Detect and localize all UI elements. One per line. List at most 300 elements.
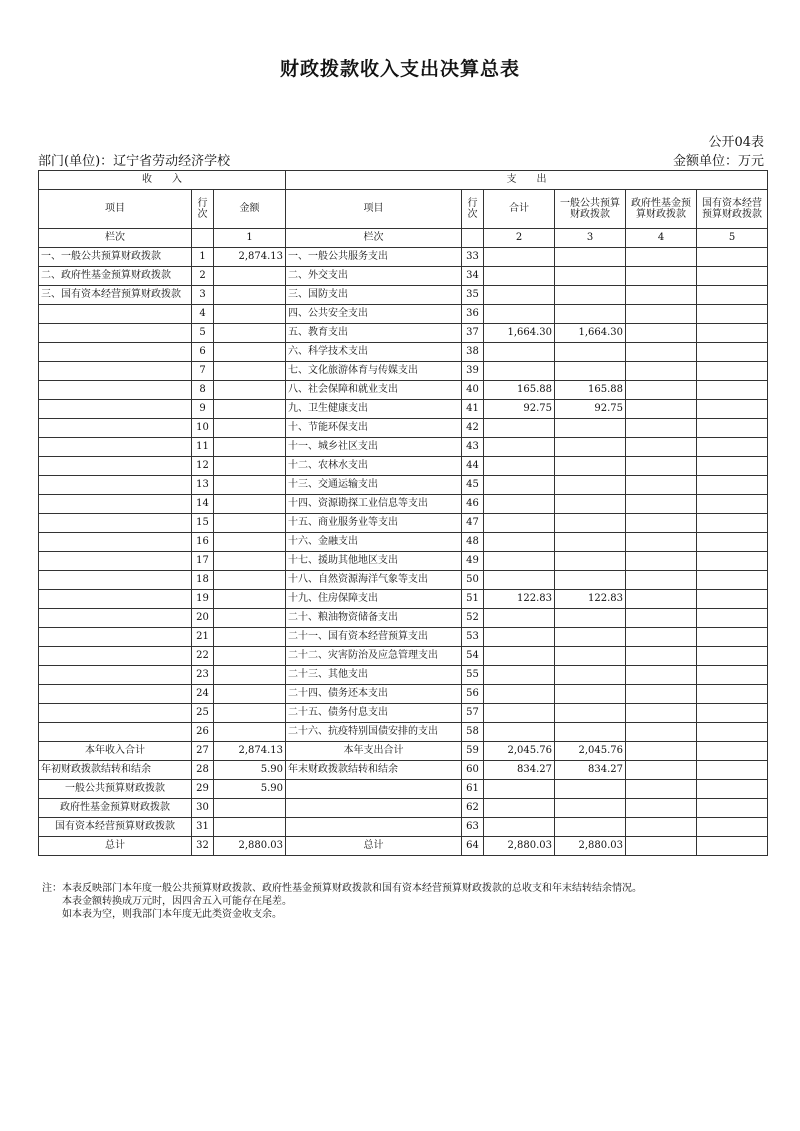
income-line-cell: 17 <box>192 552 214 571</box>
general-budget-cell <box>555 571 626 590</box>
header-row-column-numbers <box>39 229 768 248</box>
income-amount-cell <box>214 381 286 400</box>
total-cell: 2,045.76 <box>484 742 555 761</box>
footnote-line: 本表金额转换成万元时，因四舍五入可能存在尾差。 <box>42 896 292 907</box>
state-capital-cell <box>697 533 768 552</box>
expense-item-cell: 二十一、国有资本经营预算支出 <box>286 628 462 647</box>
general-budget-cell: 834.27 <box>555 761 626 780</box>
state-capital-cell <box>697 305 768 324</box>
general-budget-cell <box>555 704 626 723</box>
expense-line-cell: 58 <box>462 723 484 742</box>
expense-item-cell: 五、教育支出 <box>286 324 462 343</box>
income-amount-cell <box>214 571 286 590</box>
income-line-cell: 30 <box>192 799 214 818</box>
income-line-cell: 5 <box>192 324 214 343</box>
total-header: 合计 <box>484 190 555 229</box>
gov-fund-cell <box>626 495 697 514</box>
expense-item-cell: 二十五、债务付息支出 <box>286 704 462 723</box>
expense-line-cell: 52 <box>462 609 484 628</box>
income-line-cell: 6 <box>192 343 214 362</box>
income-amount-cell <box>214 552 286 571</box>
expense-line-cell: 41 <box>462 400 484 419</box>
general-budget-cell <box>555 818 626 837</box>
expense-line-cell: 33 <box>462 248 484 267</box>
state-capital-cell <box>697 267 768 286</box>
income-line-cell: 23 <box>192 666 214 685</box>
expense-line-cell: 44 <box>462 457 484 476</box>
expense-item-cell: 十六、金融支出 <box>286 533 462 552</box>
income-item-cell <box>39 457 192 476</box>
income-item-cell <box>39 590 192 609</box>
expense-line-cell: 45 <box>462 476 484 495</box>
expense-line-cell: 34 <box>462 267 484 286</box>
state-capital-cell <box>697 628 768 647</box>
total-cell <box>484 647 555 666</box>
total-cell: 834.27 <box>484 761 555 780</box>
income-amount-cell <box>214 533 286 552</box>
expense-line-cell: 63 <box>462 818 484 837</box>
total-cell <box>484 533 555 552</box>
income-amount-cell <box>214 400 286 419</box>
total-cell <box>484 419 555 438</box>
table-row <box>39 305 768 324</box>
table-row <box>39 837 768 856</box>
general-budget-cell <box>555 609 626 628</box>
income-item-cell <box>39 723 192 742</box>
table-row <box>39 438 768 457</box>
total-cell <box>484 438 555 457</box>
income-line-cell: 15 <box>192 514 214 533</box>
income-line-cell: 4 <box>192 305 214 324</box>
expense-item-cell <box>286 799 462 818</box>
income-item-cell <box>39 685 192 704</box>
expense-item-cell: 十七、援助其他地区支出 <box>286 552 462 571</box>
department-label: 部门(单位)：辽宁省劳动经济学校 <box>38 154 231 169</box>
expense-line-cell: 47 <box>462 514 484 533</box>
income-amount-cell: 5.90 <box>214 761 286 780</box>
expense-line-cell: 36 <box>462 305 484 324</box>
state-capital-cell <box>697 704 768 723</box>
table-row <box>39 286 768 305</box>
income-amount-cell <box>214 476 286 495</box>
income-amount-cell <box>214 723 286 742</box>
income-amount-cell <box>214 818 286 837</box>
expense-line-cell: 48 <box>462 533 484 552</box>
table-row <box>39 742 768 761</box>
table-row <box>39 381 768 400</box>
total-cell <box>484 514 555 533</box>
gov-fund-cell <box>626 438 697 457</box>
income-line-cell: 10 <box>192 419 214 438</box>
expense-line-cell: 55 <box>462 666 484 685</box>
expense-item-cell: 十五、商业服务业等支出 <box>286 514 462 533</box>
income-item-cell <box>39 362 192 381</box>
income-item-cell: 一般公共预算财政拨款 <box>39 780 192 799</box>
income-amount-cell <box>214 704 286 723</box>
income-item-cell: 本年收入合计 <box>39 742 192 761</box>
income-amount-cell <box>214 438 286 457</box>
income-item-cell <box>39 419 192 438</box>
gov-fund-cell <box>626 761 697 780</box>
income-item-cell: 年初财政拨款结转和结余 <box>39 761 192 780</box>
expense-line-cell: 42 <box>462 419 484 438</box>
expense-line-cell: 37 <box>462 324 484 343</box>
header-row-columns <box>39 190 768 229</box>
gov-fund-cell <box>626 685 697 704</box>
col-number-5: 5 <box>697 229 768 248</box>
income-amount-cell <box>214 685 286 704</box>
expense-item-cell: 十九、住房保障支出 <box>286 590 462 609</box>
income-amount-cell <box>214 514 286 533</box>
expense-item-cell: 十三、交通运输支出 <box>286 476 462 495</box>
expense-line-cell: 59 <box>462 742 484 761</box>
table-row <box>39 476 768 495</box>
table-row <box>39 343 768 362</box>
gov-fund-cell <box>626 419 697 438</box>
income-line-cell: 32 <box>192 837 214 856</box>
expense-item-cell: 一、一般公共服务支出 <box>286 248 462 267</box>
general-budget-cell <box>555 647 626 666</box>
gov-fund-cell <box>626 704 697 723</box>
total-cell <box>484 704 555 723</box>
table-row <box>39 514 768 533</box>
expense-item-cell: 九、卫生健康支出 <box>286 400 462 419</box>
income-line-cell: 1 <box>192 248 214 267</box>
expense-col-label: 栏次 <box>286 229 462 248</box>
income-amount-cell: 2,874.13 <box>214 248 286 267</box>
gov-fund-cell <box>626 647 697 666</box>
total-cell: 92.75 <box>484 400 555 419</box>
income-line-cell: 25 <box>192 704 214 723</box>
expense-item-cell: 二十二、灾害防治及应急管理支出 <box>286 647 462 666</box>
general-budget-cell <box>555 476 626 495</box>
expense-line-cell: 53 <box>462 628 484 647</box>
table-row <box>39 400 768 419</box>
col-number-4: 4 <box>626 229 697 248</box>
expense-item-cell: 三、国防支出 <box>286 286 462 305</box>
income-amount-cell <box>214 286 286 305</box>
income-line-cell: 26 <box>192 723 214 742</box>
income-line-cell: 31 <box>192 818 214 837</box>
income-line-cell: 3 <box>192 286 214 305</box>
income-line-cell: 19 <box>192 590 214 609</box>
general-budget-cell <box>555 343 626 362</box>
table-row <box>39 780 768 799</box>
gov-fund-cell <box>626 742 697 761</box>
income-item-cell <box>39 381 192 400</box>
gov-fund-cell <box>626 514 697 533</box>
gov-fund-cell <box>626 818 697 837</box>
income-item-cell <box>39 438 192 457</box>
income-item-cell <box>39 552 192 571</box>
general-budget-cell <box>555 267 626 286</box>
income-line-cell: 20 <box>192 609 214 628</box>
total-cell <box>484 818 555 837</box>
income-line-cell: 7 <box>192 362 214 381</box>
general-budget-cell: 165.88 <box>555 381 626 400</box>
state-capital-cell <box>697 571 768 590</box>
expense-line-cell: 60 <box>462 761 484 780</box>
total-cell <box>484 780 555 799</box>
general-budget-cell <box>555 457 626 476</box>
income-amount-cell: 2,880.03 <box>214 837 286 856</box>
income-line-cell: 28 <box>192 761 214 780</box>
general-budget-cell <box>555 495 626 514</box>
total-cell <box>484 666 555 685</box>
total-cell: 2,880.03 <box>484 837 555 856</box>
expense-item-cell: 二、外交支出 <box>286 267 462 286</box>
expense-line-blank <box>462 229 484 248</box>
income-line-cell: 2 <box>192 267 214 286</box>
total-cell <box>484 343 555 362</box>
total-cell <box>484 552 555 571</box>
income-item-cell <box>39 514 192 533</box>
income-amount-cell: 2,874.13 <box>214 742 286 761</box>
total-cell <box>484 286 555 305</box>
gov-fund-cell <box>626 837 697 856</box>
expense-item-cell: 二十、粮油物资储备支出 <box>286 609 462 628</box>
general-budget-cell <box>555 514 626 533</box>
col-number-2: 2 <box>484 229 555 248</box>
income-item-cell <box>39 324 192 343</box>
state-capital-cell <box>697 742 768 761</box>
table-row <box>39 248 768 267</box>
gov-fund-cell <box>626 362 697 381</box>
state-capital-cell <box>697 685 768 704</box>
total-cell <box>484 248 555 267</box>
gov-fund-cell <box>626 267 697 286</box>
total-cell: 165.88 <box>484 381 555 400</box>
gov-fund-cell <box>626 305 697 324</box>
gov-fund-cell <box>626 609 697 628</box>
income-amount-cell <box>214 343 286 362</box>
gov-fund-cell <box>626 723 697 742</box>
expense-line-cell: 40 <box>462 381 484 400</box>
table-row <box>39 704 768 723</box>
expense-item-cell: 八、社会保障和就业支出 <box>286 381 462 400</box>
income-item-cell: 政府性基金预算财政拨款 <box>39 799 192 818</box>
table-row <box>39 457 768 476</box>
expense-item-cell: 四、公共安全支出 <box>286 305 462 324</box>
income-line-cell: 27 <box>192 742 214 761</box>
state-capital-cell <box>697 837 768 856</box>
general-budget-cell <box>555 666 626 685</box>
total-cell <box>484 362 555 381</box>
table-row <box>39 685 768 704</box>
income-line-header: 行次 <box>192 190 214 229</box>
total-cell <box>484 609 555 628</box>
income-amount-cell <box>214 647 286 666</box>
state-capital-cell <box>697 286 768 305</box>
state-capital-cell <box>697 818 768 837</box>
income-amount-cell <box>214 267 286 286</box>
state-capital-cell <box>697 761 768 780</box>
income-line-cell: 9 <box>192 400 214 419</box>
expense-item-cell: 二十四、债务还本支出 <box>286 685 462 704</box>
income-section-header: 收 入 <box>39 171 286 190</box>
income-amount-cell <box>214 495 286 514</box>
total-cell <box>484 495 555 514</box>
income-line-cell: 16 <box>192 533 214 552</box>
total-cell <box>484 628 555 647</box>
total-cell <box>484 476 555 495</box>
expense-item-cell: 十四、资源勘探工业信息等支出 <box>286 495 462 514</box>
expense-line-cell: 35 <box>462 286 484 305</box>
income-item-cell <box>39 628 192 647</box>
income-amount-cell <box>214 362 286 381</box>
expense-item-header: 项目 <box>286 190 462 229</box>
expense-item-cell: 二十三、其他支出 <box>286 666 462 685</box>
income-item-cell <box>39 533 192 552</box>
col-number-1: 1 <box>214 229 286 248</box>
general-budget-cell <box>555 533 626 552</box>
state-capital-cell <box>697 609 768 628</box>
general-budget-cell: 1,664.30 <box>555 324 626 343</box>
expense-item-cell: 年末财政拨款结转和结余 <box>286 761 462 780</box>
general-budget-cell <box>555 552 626 571</box>
expense-line-cell: 51 <box>462 590 484 609</box>
table-row <box>39 495 768 514</box>
table-row <box>39 362 768 381</box>
expense-item-cell: 七、文化旅游体育与传媒支出 <box>286 362 462 381</box>
income-amount-cell: 5.90 <box>214 780 286 799</box>
income-line-cell: 24 <box>192 685 214 704</box>
state-capital-cell <box>697 419 768 438</box>
gov-fund-cell <box>626 666 697 685</box>
state-capital-cell <box>697 476 768 495</box>
income-amount-cell <box>214 324 286 343</box>
expense-item-cell: 十、节能环保支出 <box>286 419 462 438</box>
table-row <box>39 571 768 590</box>
income-amount-cell <box>214 666 286 685</box>
income-line-cell: 12 <box>192 457 214 476</box>
expense-section-header: 支 出 <box>286 171 768 190</box>
state-capital-cell <box>697 723 768 742</box>
income-item-cell: 三、国有资本经营预算财政拨款 <box>39 286 192 305</box>
table-row <box>39 761 768 780</box>
income-item-cell: 总计 <box>39 837 192 856</box>
general-budget-cell <box>555 723 626 742</box>
gov-fund-cell <box>626 799 697 818</box>
income-line-cell: 8 <box>192 381 214 400</box>
expense-line-cell: 56 <box>462 685 484 704</box>
gov-fund-cell <box>626 324 697 343</box>
income-item-cell <box>39 343 192 362</box>
general-budget-cell: 122.83 <box>555 590 626 609</box>
table-row <box>39 666 768 685</box>
general-budget-cell <box>555 362 626 381</box>
total-cell: 122.83 <box>484 590 555 609</box>
income-item-cell <box>39 704 192 723</box>
expense-item-cell <box>286 818 462 837</box>
expense-item-cell: 十一、城乡社区支出 <box>286 438 462 457</box>
income-item-cell <box>39 476 192 495</box>
income-item-cell: 一、一般公共预算财政拨款 <box>39 248 192 267</box>
state-capital-cell <box>697 381 768 400</box>
state-capital-cell <box>697 552 768 571</box>
general-budget-cell: 92.75 <box>555 400 626 419</box>
state-capital-cell <box>697 400 768 419</box>
footnote-line: 如本表为空，则我部门本年度无此类资金收支余。 <box>42 909 282 920</box>
header-row-sections <box>39 171 768 190</box>
total-cell <box>484 685 555 704</box>
state-capital-cell <box>697 590 768 609</box>
income-line-cell: 14 <box>192 495 214 514</box>
gov-fund-cell <box>626 381 697 400</box>
income-amount-header: 金额 <box>214 190 286 229</box>
form-number: 公开04表 <box>708 135 764 150</box>
income-item-cell <box>39 495 192 514</box>
gov-fund-cell <box>626 571 697 590</box>
income-item-header: 项目 <box>39 190 192 229</box>
income-item-cell: 国有资本经营预算财政拨款 <box>39 818 192 837</box>
state-capital-cell <box>697 799 768 818</box>
income-item-cell <box>39 305 192 324</box>
income-line-cell: 18 <box>192 571 214 590</box>
income-line-blank <box>192 229 214 248</box>
general-budget-cell <box>555 780 626 799</box>
expense-line-cell: 61 <box>462 780 484 799</box>
total-cell <box>484 457 555 476</box>
page-title: 财政拨款收入支出决算总表 <box>279 58 520 80</box>
state-capital-cell <box>697 438 768 457</box>
expense-item-cell: 总计 <box>286 837 462 856</box>
general-budget-cell <box>555 286 626 305</box>
table-row <box>39 267 768 286</box>
general-budget-cell <box>555 685 626 704</box>
state-capital-cell <box>697 457 768 476</box>
expense-line-cell: 57 <box>462 704 484 723</box>
expense-line-cell: 50 <box>462 571 484 590</box>
income-amount-cell <box>214 609 286 628</box>
income-item-cell <box>39 609 192 628</box>
expense-line-cell: 54 <box>462 647 484 666</box>
total-cell <box>484 267 555 286</box>
table-row <box>39 552 768 571</box>
expense-item-cell <box>286 780 462 799</box>
gov-fund-cell <box>626 457 697 476</box>
table-row <box>39 647 768 666</box>
budget-summary-table <box>38 170 768 856</box>
income-col-label: 栏次 <box>39 229 192 248</box>
general-budget-cell <box>555 799 626 818</box>
gov-fund-cell <box>626 343 697 362</box>
table-row <box>39 723 768 742</box>
expense-line-cell: 49 <box>462 552 484 571</box>
expense-item-cell: 十八、自然资源海洋气象等支出 <box>286 571 462 590</box>
state-capital-header: 国有资本经营预算财政拨款 <box>697 190 768 229</box>
income-amount-cell <box>214 457 286 476</box>
table-row <box>39 818 768 837</box>
state-capital-cell <box>697 495 768 514</box>
col-number-3: 3 <box>555 229 626 248</box>
amount-unit-label: 金额单位：万元 <box>672 154 764 169</box>
income-amount-cell <box>214 419 286 438</box>
gov-fund-cell <box>626 552 697 571</box>
state-capital-cell <box>697 324 768 343</box>
state-capital-cell <box>697 343 768 362</box>
total-cell <box>484 571 555 590</box>
general-budget-cell: 2,045.76 <box>555 742 626 761</box>
expense-line-header: 行次 <box>462 190 484 229</box>
state-capital-cell <box>697 666 768 685</box>
general-budget-cell <box>555 628 626 647</box>
gov-fund-cell <box>626 780 697 799</box>
income-amount-cell <box>214 590 286 609</box>
gov-fund-cell <box>626 590 697 609</box>
table-row <box>39 628 768 647</box>
table-row <box>39 533 768 552</box>
